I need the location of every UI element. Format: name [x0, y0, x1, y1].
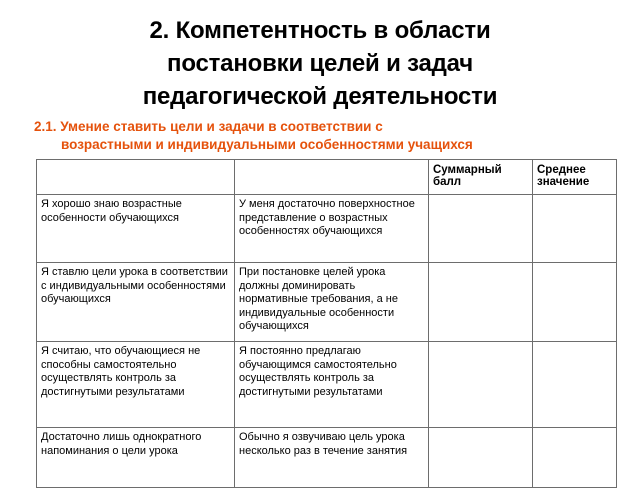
statement-left: Я считаю, что обучающиеся не способны самостоятельно осуществлять контроль за достигнутыми результатами: [37, 342, 235, 428]
statement-right: Я постоянно предлагаю обучающимся самостоятельно осуществлять контроль за достигнутыми результатами: [235, 342, 429, 428]
statement-left: Достаточно лишь однократного напоминания о цели урока: [37, 428, 235, 488]
statement-left: Я ставлю цели урока в соответствии с индивидуальными особенностями обучающихся: [37, 263, 235, 342]
title-line-3: педагогической деятельности: [142, 83, 498, 110]
statement-right: При постановке целей урока должны доминировать нормативные требования, а не индивидуальные особенности обучающихся: [235, 263, 429, 342]
statement-right: У меня достаточно поверхностное представление о возрастных особенностях обучающихся: [235, 195, 429, 263]
avg-cell[interactable]: [533, 195, 617, 263]
header-average: Среднее значение: [533, 160, 617, 195]
avg-cell[interactable]: [533, 428, 617, 488]
sum-cell[interactable]: [429, 428, 533, 488]
title-line-2: постановки целей и задач: [167, 50, 473, 77]
table-row: [37, 195, 617, 263]
header-cell-left: [37, 160, 235, 195]
subtitle-line-2: возрастными и индивидуальными особенностями учащихся: [61, 137, 473, 152]
sum-cell[interactable]: [429, 263, 533, 342]
avg-cell[interactable]: [533, 263, 617, 342]
page-title: [0, 14, 640, 113]
table-row: [37, 342, 617, 428]
statement-right: Обычно я озвучиваю цель урока несколько раз в течение занятия: [235, 428, 429, 488]
statement-left: Я хорошо знаю возрастные особенности обучающихся: [37, 195, 235, 263]
header-cell-right: [235, 160, 429, 195]
title-line-1: 2. Компетентность в области: [149, 17, 491, 44]
table-header-row: [37, 160, 617, 195]
header-sum-score: Суммарный балл: [429, 160, 533, 195]
table-row: [37, 263, 617, 342]
section-subtitle: [34, 118, 634, 154]
sum-cell[interactable]: [429, 195, 533, 263]
table-row: [37, 428, 617, 488]
assessment-table: [36, 159, 617, 488]
sum-cell[interactable]: [429, 342, 533, 428]
avg-cell[interactable]: [533, 342, 617, 428]
subtitle-line-1: 2.1. Умение ставить цели и задачи в соответствии с: [34, 119, 383, 134]
